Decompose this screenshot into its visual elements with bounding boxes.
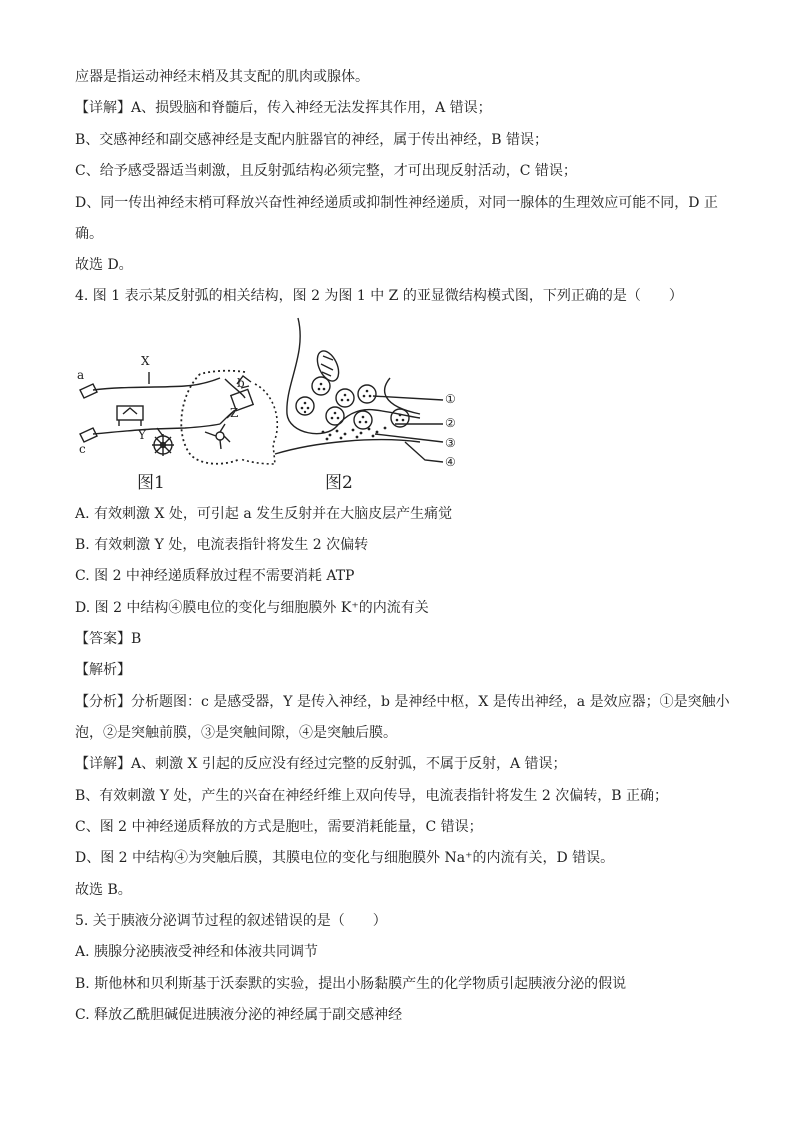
label-c: c: [79, 442, 86, 456]
label-x: X: [141, 354, 150, 368]
option-c: C. 图 2 中神经递质释放过程不需要消耗 ATP: [75, 568, 355, 584]
text-line: B、交感神经和副交感神经是支配内脏器官的神经，属于传出神经，B 错误；: [75, 132, 549, 148]
option-a: A. 胰腺分泌胰液受神经和体液共同调节: [75, 944, 319, 960]
text-line: 应器是指运动神经末梢及其支配的肌肉或腺体。: [75, 69, 369, 85]
text-line: D、图 2 中结构④为突触后膜，其膜电位的变化与细胞膜外 Na⁺的内流有关，D 错误。: [75, 850, 615, 866]
option-d: D. 图 2 中结构④膜电位的变化与细胞膜外 K⁺的内流有关: [75, 600, 429, 616]
question-stem: 5. 关于胰液分泌调节过程的叙述错误的是（ ）: [75, 913, 387, 929]
option-b: B. 斯他林和贝利斯基于沃泰默的实验，提出小肠黏膜产生的化学物质引起胰液分泌的假说: [75, 976, 627, 992]
label-2: ②: [445, 416, 456, 430]
label-b: b: [237, 376, 245, 390]
text-line: B、有效刺激 Y 处，产生的兴奋在神经纤维上双向传导，电流表指针将发生 2 次偏转，B 正确；: [75, 788, 668, 804]
text-line: 泡，②是突触前膜，③是突触间隙，④是突触后膜。: [75, 725, 397, 741]
label-3: ③: [445, 436, 456, 450]
text-line: 确。: [75, 226, 103, 242]
label-y: Y: [138, 428, 146, 442]
text-line: 【分析】分析题图：c 是感受器，Y 是传入神经，b 是神经中枢，X 是传出神经，a 是效应器；①是突触小: [75, 694, 730, 710]
text-line: C、给予感受器适当刺激，且反射弧结构必须完整，才可出现反射活动，C 错误；: [75, 163, 577, 179]
text-line: 【详解】A、刺激 X 引起的反应没有经过完整的反射弧，不属于反射，A 错误；: [75, 756, 567, 772]
label-1: ①: [445, 392, 456, 406]
text-line: 【详解】A、损毁脑和脊髓后，传入神经无法发挥其作用，A 错误；: [75, 100, 492, 116]
text-line: D、同一传出神经末梢可释放兴奋性神经递质或抑制性神经递质，对同一腺体的生理效应可能不同，D 正: [75, 195, 718, 211]
text-line: C、图 2 中神经递质释放的方式是胞吐，需要消耗能量，C 错误；: [75, 819, 483, 835]
text-line: 故选 B。: [75, 882, 132, 898]
option-c: C. 释放乙酰胆碱促进胰液分泌的神经属于副交感神经: [75, 1007, 403, 1023]
figure2-caption: 图2: [325, 473, 353, 493]
option-b: B. 有效刺激 Y 处，电流表指针将发生 2 次偏转: [75, 537, 369, 553]
answer-line: 【答案】B: [75, 631, 142, 647]
text-line: 故选 D。: [75, 257, 133, 273]
option-a: A. 有效刺激 X 处，可引起 a 发生反射并在大脑皮层产生痛觉: [75, 506, 453, 522]
analysis-heading: 【解析】: [75, 662, 131, 678]
figure-drawing: [75, 314, 475, 494]
label-z: Z: [230, 406, 239, 420]
figure-reflex-arc: [75, 314, 475, 494]
label-a: a: [77, 368, 85, 382]
figure1-caption: 图1: [137, 473, 165, 493]
label-4: ④: [445, 455, 456, 469]
question-stem: 4. 图 1 表示某反射弧的相关结构，图 2 为图 1 中 Z 的亚显微结构模式图，下列正确的是（ ）: [75, 288, 683, 304]
